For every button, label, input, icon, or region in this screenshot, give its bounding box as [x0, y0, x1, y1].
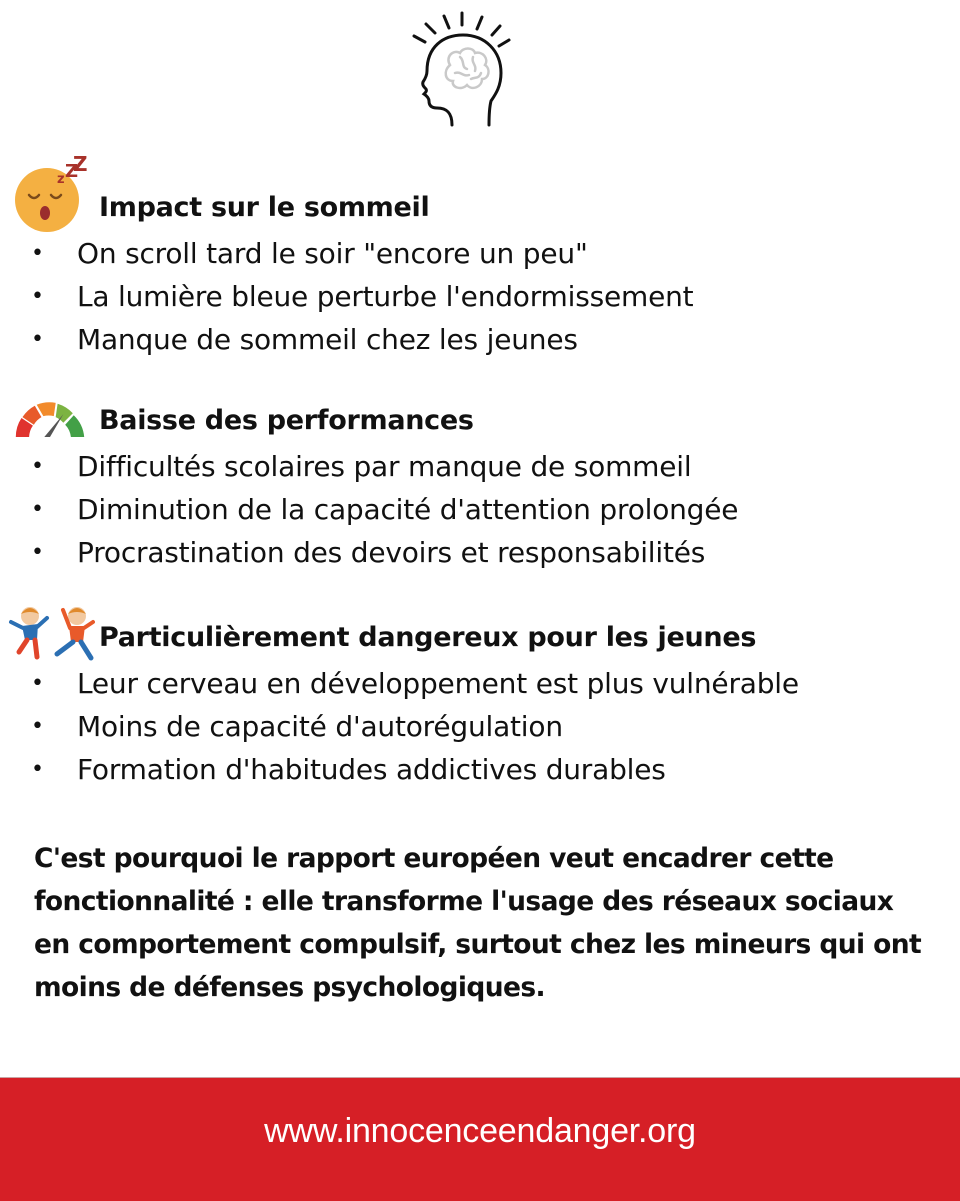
- section-title: Particulièrement dangereux pour les jeunes: [99, 622, 757, 653]
- svg-text:Z: Z: [73, 155, 88, 176]
- jumping-children-icon: [5, 602, 95, 664]
- svg-text:Z: Z: [65, 161, 79, 182]
- gauge-meter-icon: [12, 399, 88, 439]
- footer-banner: [0, 1077, 960, 1201]
- section-title: Baisse des performances: [99, 405, 474, 436]
- conclusion-paragraph: C'est pourquoi le rapport européen veut encadrer cette fonctionnalité : elle transforme l'usage des réseaux sociaux en comportement compulsif, surtout chez les mineurs qui ont moins de défenses psychologiques.: [34, 843, 922, 1003]
- head-with-brain-icon: [405, 5, 515, 130]
- sleeping-face-icon: [15, 155, 90, 235]
- svg-text:z: z: [57, 172, 65, 187]
- website-url[interactable]: www.innocenceendanger.org: [264, 1112, 696, 1150]
- section-title: Impact sur le sommeil: [99, 192, 430, 223]
